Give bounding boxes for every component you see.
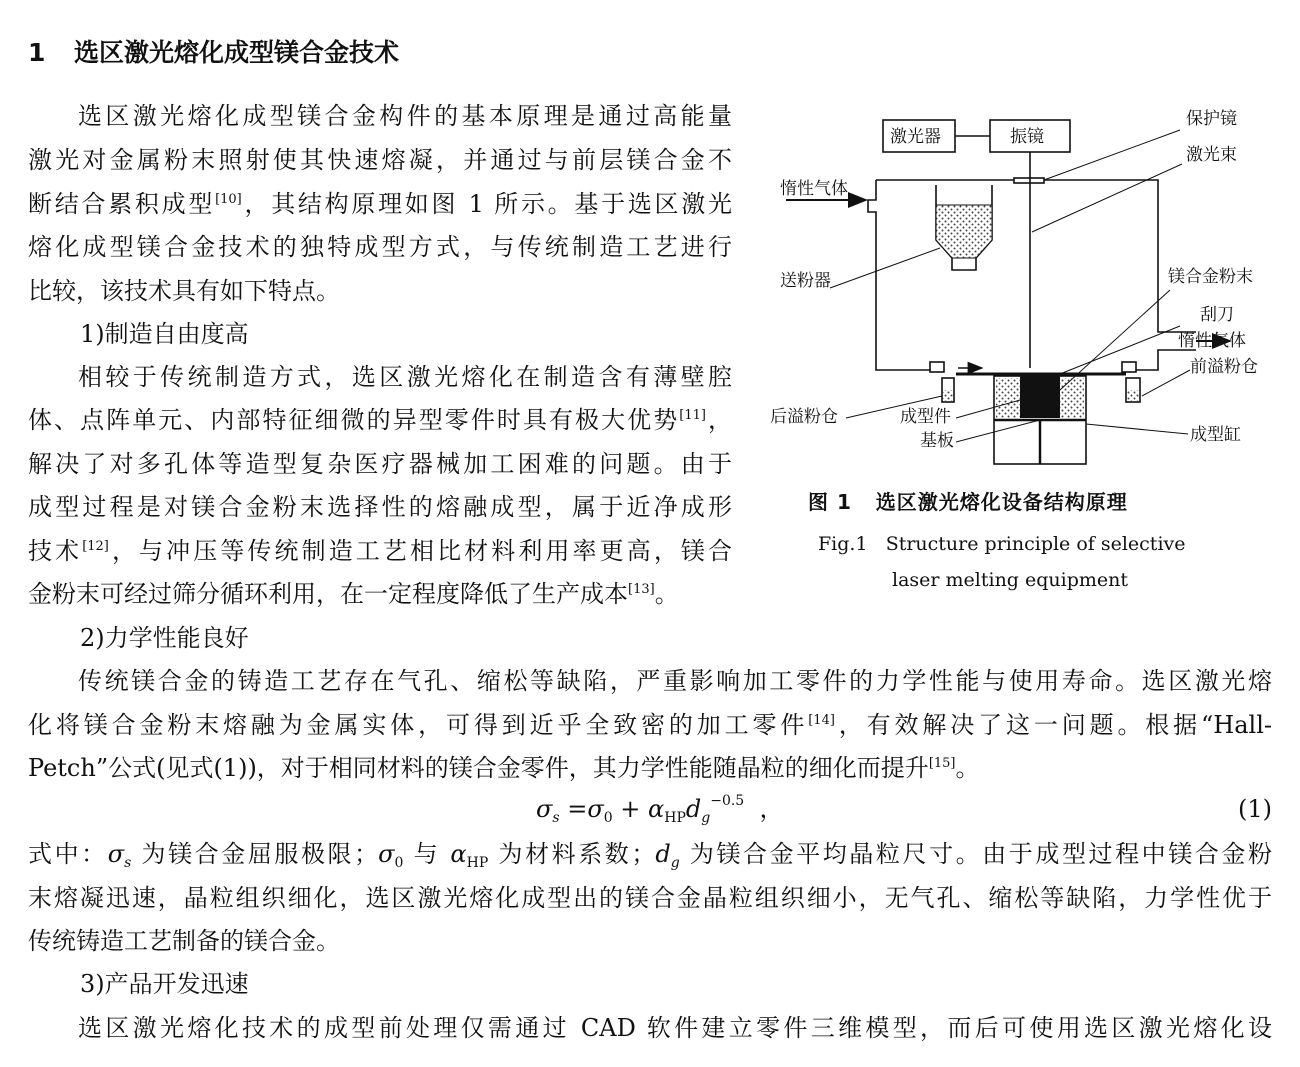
equation-number: (1) [1238, 795, 1272, 823]
paragraph-line: 成型过程是对镁合金粉末选择性的熔融成型，属于近净成形 [28, 493, 732, 521]
paragraph-line: 比较，该技术具有如下特点。 [28, 277, 340, 305]
label-galvo: 振镜 [1010, 127, 1044, 147]
citation: [10] [215, 192, 242, 207]
label-inert-gas-out: 惰性气体 [1178, 331, 1246, 351]
paragraph-line: 化将镁合金粉末熔融为金属实体，可得到近乎全致密的加工零件[14]，有效解决了这一问题。根据“Hall- [28, 711, 1273, 739]
figure-caption-cn: 图 1 选区激光熔化设备结构原理 [808, 490, 1128, 514]
paragraph-line: 末熔凝迅速，晶粒组织细化，选区激光熔化成型出的镁合金晶粒组织细小，无气孔、缩松等缺陷，力学性优于 [28, 884, 1272, 912]
label-substrate: 基板 [920, 431, 954, 451]
section-number: 1 [28, 38, 46, 67]
citation: [14] [808, 713, 835, 728]
subheading: 2)力学性能良好 [80, 624, 249, 652]
paragraph-line: 选区激光熔化成型镁合金构件的基本原理是通过高能量 [78, 102, 732, 130]
citation: [12] [82, 539, 109, 554]
paragraph-line: 金粉末可经过筛分循环利用，在一定程度降低了生产成本[13]。 [28, 580, 679, 608]
paragraph-line: 熔化成型镁合金技术的独特成型方式，与传统制造工艺进行 [28, 233, 732, 261]
label-laser-beam: 激光束 [1186, 145, 1237, 165]
slm-equipment-figure [770, 100, 1290, 500]
label-inert-gas-in: 惰性气体 [780, 179, 848, 199]
paragraph-line: 选区激光熔化技术的成型前处理仅需通过 CAD 软件建立零件三维模型，而后可使用选区激光熔化设 [78, 1014, 1272, 1042]
paragraph-line: 传统铸造工艺制备的镁合金。 [28, 927, 340, 955]
label-laser: 激光器 [890, 127, 941, 147]
label-part: 成型件 [900, 407, 951, 427]
section-heading [28, 36, 399, 70]
figure-caption-en: Fig.1 Structure principle of selective [818, 533, 1186, 555]
label-scraper: 刮刀 [1200, 305, 1234, 325]
paragraph-line: 式中：$\sigma_s$ 为镁合金屈服极限；$\sigma_0$ 与 $\alpha_{HP}$ 为材料系数；$d_g$ 为镁合金平均晶粒尺寸。由于成型过程中镁合金粉 [28, 840, 1272, 871]
hall-petch-equation: $\sigma_s =\sigma_0 + \alpha_{HP}d_g^{-0.5}$ ， [536, 793, 784, 826]
label-mg-powder: 镁合金粉末 [1168, 267, 1253, 287]
section-title: 选区激光熔化成型镁合金技术 [74, 38, 400, 67]
figure-caption-en-2: laser melting equipment [892, 569, 1129, 591]
citation: [15] [928, 756, 956, 771]
paragraph-line: 体、点阵单元、内部特征细微的异型零件时具有极大优势[11]， [28, 406, 733, 434]
paragraph-line: 激光对金属粉末照射使其快速熔凝，并通过与前层镁合金不 [28, 146, 732, 174]
paragraph-line: 技术[12]，与冲压等传统制造工艺相比材料利用率更高，镁合 [28, 537, 733, 565]
citation: [13] [628, 582, 655, 597]
paragraph-line: 解决了对多孔体等造型复杂医疗器械加工困难的问题。由于 [28, 450, 732, 478]
citation: [11] [679, 408, 706, 423]
paragraph-line: 传统镁合金的铸造工艺存在气孔、缩松等缺陷，严重影响加工零件的力学性能与使用寿命。选区激光熔 [78, 667, 1272, 695]
label-protect-lens: 保护镜 [1186, 109, 1237, 129]
paragraph-line: 相较于传统制造方式，选区激光熔化在制造含有薄壁腔 [78, 363, 732, 391]
subheading: 1)制造自由度高 [80, 320, 249, 348]
label-cylinder: 成型缸 [1190, 425, 1241, 445]
paragraph-line: 断结合累积成型[10]，其结构原理如图 1 所示。基于选区激光 [28, 190, 733, 218]
label-rear-overflow: 后溢粉仓 [770, 407, 838, 427]
label-front-overflow: 前溢粉仓 [1190, 357, 1258, 377]
paragraph-line: Petch”公式(见式(1))，对于相同材料的镁合金零件，其力学性能随晶粒的细化而提升[15]。 [28, 754, 980, 782]
label-powder-feeder: 送粉器 [780, 271, 831, 291]
subheading: 3)产品开发迅速 [80, 970, 249, 998]
